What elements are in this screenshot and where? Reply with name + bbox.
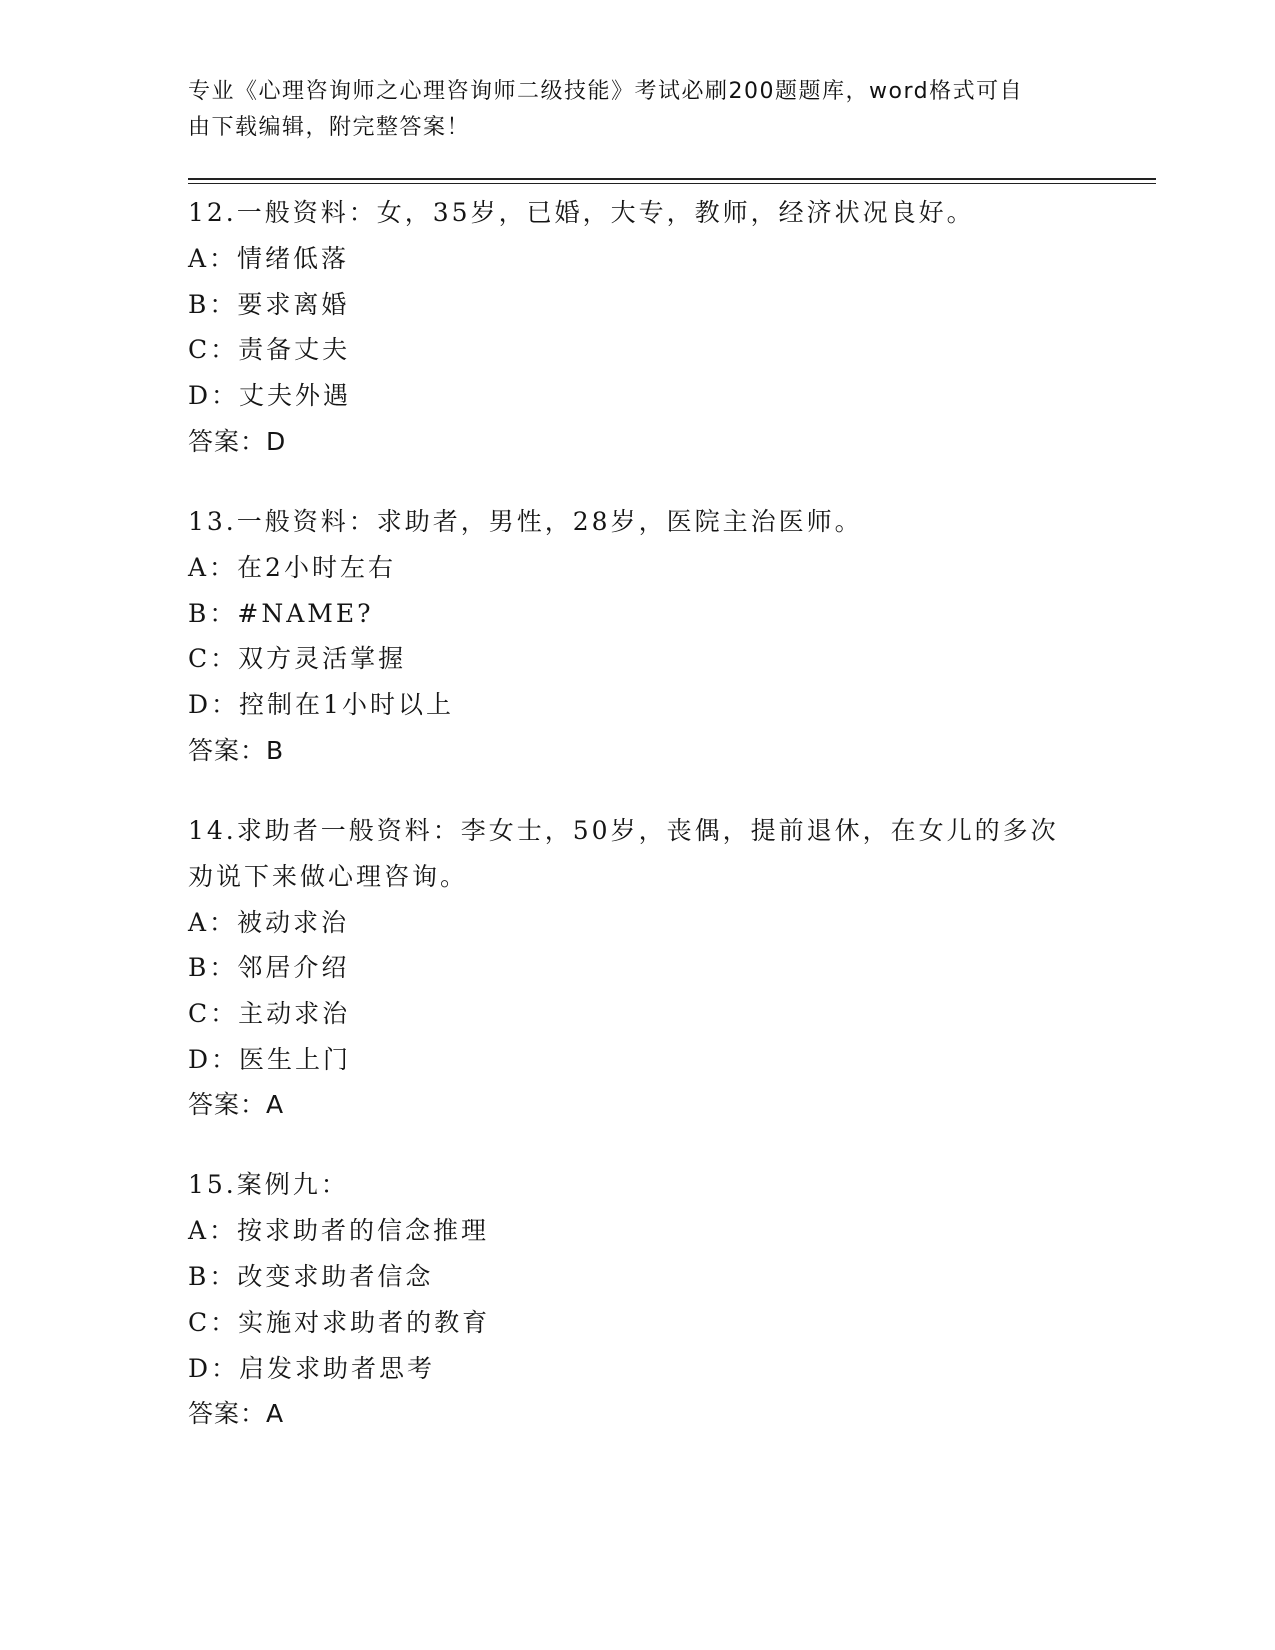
option-a: A：在2小时左右 [188,552,396,582]
option-a: A：被动求治 [188,907,350,937]
option-a: A：按求助者的信念推理 [188,1216,490,1246]
option-b: B：#NAME? [188,598,374,628]
option-c: C：责备丈夫 [188,335,351,365]
option-b: B：要求离婚 [188,289,350,319]
question-stem: 13.一般资料：求助者，男性，28岁，医院主治医师。 [188,506,863,536]
question-stem: 15.案例九： [188,1170,349,1200]
question-list [188,190,1088,1471]
header-line-2: 由下载编辑，附完整答案！ [188,115,471,140]
document-header [188,74,1088,146]
option-d: D：丈夫外遇 [188,381,352,411]
answer-line: 答案：D [188,426,287,456]
question-stem: 12.一般资料：女，35岁，已婚，大专，教师，经济状况良好。 [188,198,975,227]
option-c: C：双方灵活掌握 [188,644,407,674]
option-d: D：启发求助者思考 [188,1353,436,1383]
question-stem-line-2: 劝说下来做心理咨询。 [188,861,469,891]
answer-line: 答案：A [188,1399,285,1429]
option-c: C：主动求治 [188,999,351,1029]
question-stem-line-1: 14.求助者一般资料：李女士，50岁，丧偶，提前退休，在女儿的多次 [188,815,1059,845]
option-b: B：邻居介绍 [188,953,350,983]
answer-line: 答案：A [188,1090,285,1120]
answer-line: 答案：B [188,735,285,765]
option-d: D：医生上门 [188,1044,352,1074]
option-d: D：控制在1小时以上 [188,689,454,719]
option-c: C：实施对求助者的教育 [188,1307,491,1337]
option-a: A：情绪低落 [188,244,350,273]
header-divider [188,178,1156,184]
question-13 [188,499,1088,774]
question-14 [188,808,1088,1129]
question-12 [188,190,1088,465]
header-line-1: 专业《心理咨询师之心理咨询师二级技能》考试必刷200题题库，word格式可自 [188,79,1024,104]
option-b: B：改变求助者信念 [188,1262,434,1292]
question-15 [188,1162,1088,1437]
